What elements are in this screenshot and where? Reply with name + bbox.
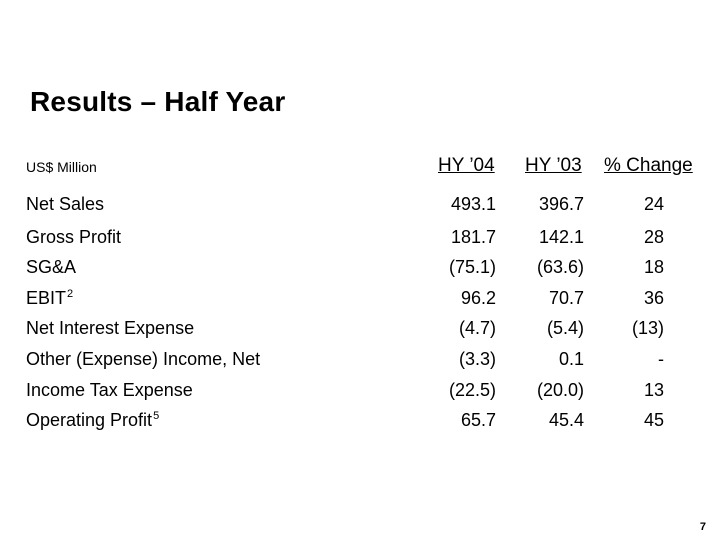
value-hy03: 396.7: [538, 194, 584, 214]
page-number: 7: [699, 521, 706, 533]
unit-label: US$ Million: [26, 159, 97, 175]
column-header-change: % Change: [604, 155, 693, 176]
value-hy04: 96.2: [460, 288, 496, 308]
value-hy04: 65.7: [460, 410, 496, 430]
value-change: 24: [643, 194, 664, 214]
value-change: 18: [643, 257, 664, 277]
value-change: 45: [643, 410, 664, 430]
table-row: [0, 257, 720, 283]
column-header-hy04: HY ’04: [438, 155, 495, 176]
value-hy04: (75.1): [448, 257, 496, 277]
row-label: Gross Profit: [26, 227, 122, 247]
value-hy04: 181.7: [450, 227, 496, 247]
row-label: Other (Expense) Income, Net: [26, 349, 261, 369]
table-row: [0, 318, 720, 344]
row-label: Income Tax Expense: [26, 380, 193, 400]
table-row: [0, 288, 720, 314]
value-hy03: (63.6): [536, 257, 584, 277]
footnote-marker: 5: [153, 410, 160, 422]
row-label: SG&A: [26, 257, 77, 277]
value-hy04: (3.3): [458, 349, 496, 369]
value-hy03: (5.4): [546, 318, 584, 338]
value-change: 36: [643, 288, 664, 308]
value-hy03: 0.1: [558, 349, 584, 369]
value-hy03: 142.1: [538, 227, 584, 247]
footnote-marker: 2: [67, 288, 74, 300]
table-row: [0, 380, 720, 406]
value-hy04: (22.5): [448, 380, 496, 400]
table-row: [0, 349, 720, 375]
row-label: Net Interest Expense: [26, 318, 195, 338]
column-header-hy03: HY ’03: [525, 155, 582, 176]
value-change: 13: [643, 380, 664, 400]
value-hy04: (4.7): [458, 318, 496, 338]
table-row: [0, 194, 720, 220]
value-hy03: 45.4: [548, 410, 584, 430]
value-hy03: 70.7: [548, 288, 584, 308]
value-change: (13): [631, 318, 664, 338]
table-row: [0, 410, 720, 436]
value-hy03: (20.0): [536, 380, 584, 400]
row-label: EBIT$^2$: [26, 288, 74, 308]
row-label: Operating Profit$^5$: [26, 410, 160, 430]
value-hy04: 493.1: [450, 194, 496, 214]
value-change: 28: [643, 227, 664, 247]
row-label: Net Sales: [26, 194, 105, 214]
slide-title: Results – Half Year: [30, 86, 286, 117]
table-row: [0, 227, 720, 253]
value-change: -: [658, 349, 664, 369]
